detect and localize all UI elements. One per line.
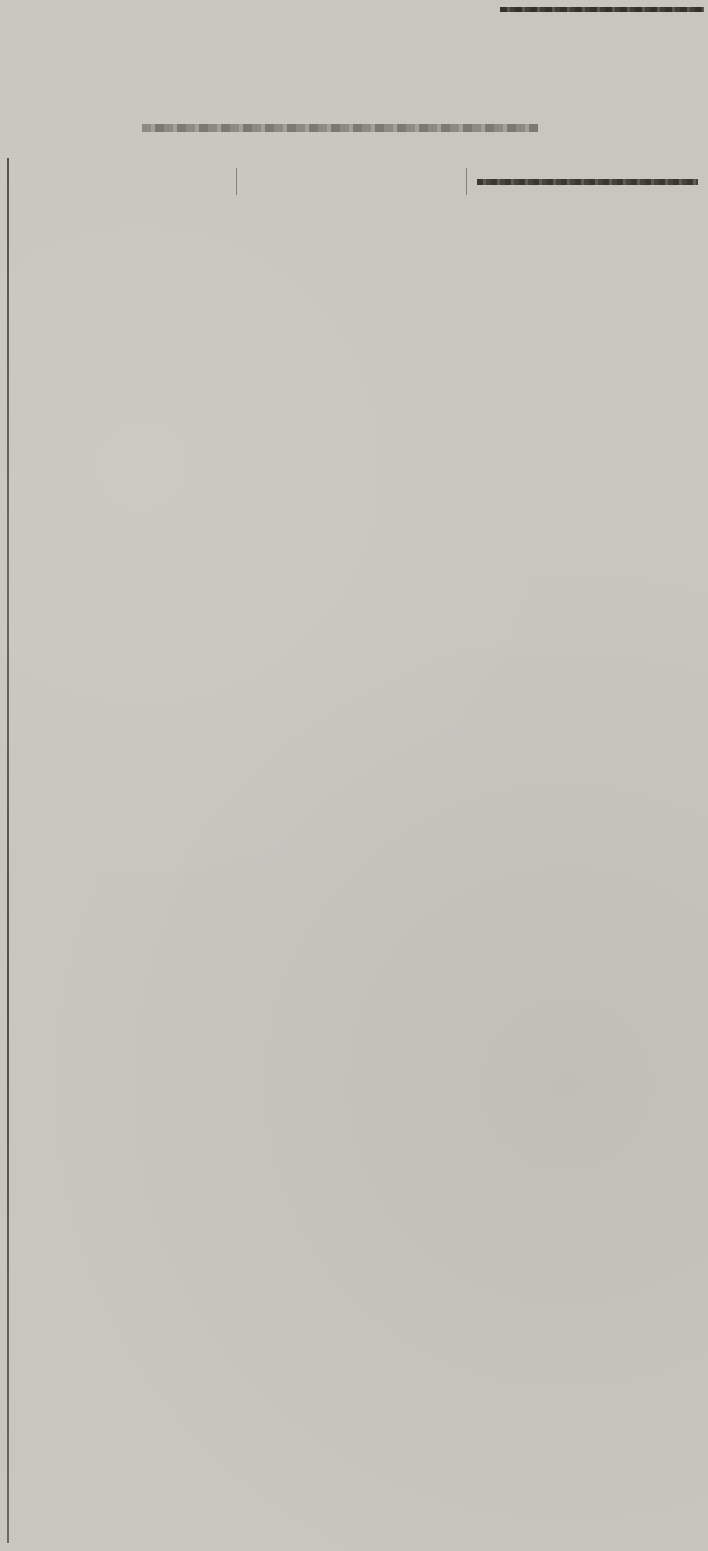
- column-3: [467, 168, 705, 195]
- column-2: [237, 168, 467, 195]
- column-1: [13, 168, 237, 195]
- headline-underline-rule: [142, 124, 538, 132]
- section-divider-rule: [477, 179, 698, 185]
- scan-left-edge-rule: [7, 158, 9, 1543]
- article-columns: [13, 168, 705, 195]
- headline-block: [0, 0, 708, 168]
